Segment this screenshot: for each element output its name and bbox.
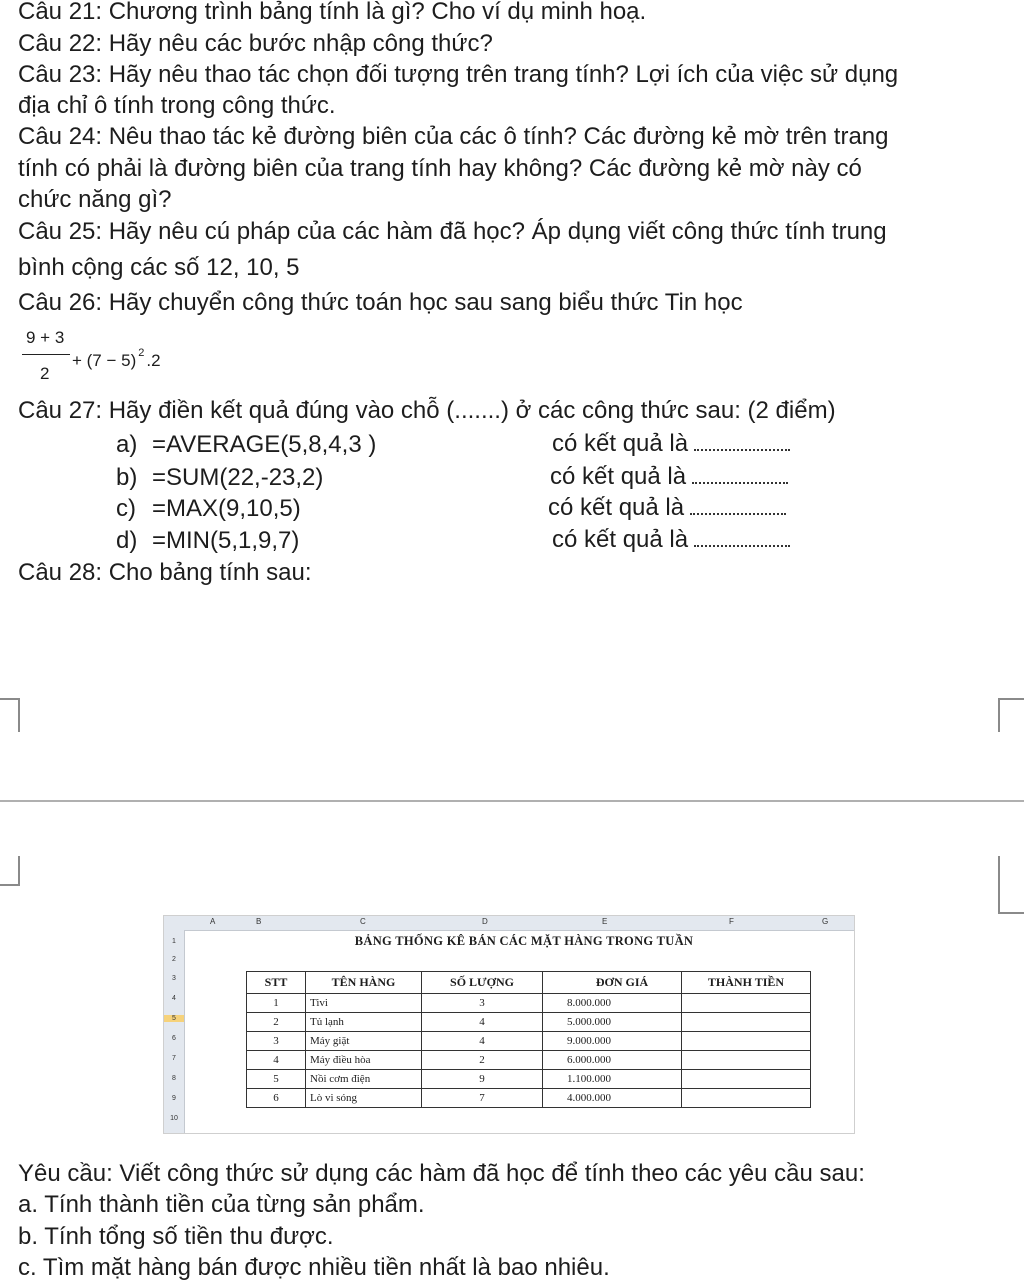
table-row [247, 1051, 811, 1070]
cell-thanh-tien [682, 1013, 811, 1032]
cell-thanh-tien [682, 1070, 811, 1089]
q27-item-formula: =MIN(5,1,9,7) [152, 527, 300, 554]
q27-item-formula: =MAX(9,10,5) [152, 495, 301, 522]
cell-stt: 6 [247, 1089, 306, 1108]
header-thanh-tien: THÀNH TIỀN [682, 972, 811, 994]
question-24-line-1: Câu 24: Nêu thao tác kẻ đường biên của các ô tính? Các đường kẻ mờ trên trang [18, 123, 889, 150]
q27-result-c [548, 494, 786, 522]
q27-item-formula: =SUM(22,-23,2) [152, 464, 324, 491]
table-row [247, 1013, 811, 1032]
column-header: C [360, 917, 366, 926]
question-23-line-1: Câu 23: Hãy nêu thao tác chọn đối tượng trên trang tính? Lợi ích của việc sử dụng [18, 61, 899, 88]
formula-tail: .2 [146, 351, 161, 370]
cell-thanh-tien [682, 1051, 811, 1070]
row-number: 4 [172, 995, 176, 1002]
cell-ten-hang: Nồi cơm điện [306, 1070, 422, 1089]
q27-item-label: a) [116, 431, 138, 458]
cell-thanh-tien [682, 1089, 811, 1108]
column-header: F [729, 917, 734, 926]
cell-stt: 1 [247, 994, 306, 1013]
fraction-bar [22, 354, 70, 355]
column-header: A [210, 917, 216, 926]
cell-ten-hang: Tivi [306, 994, 422, 1013]
cell-thanh-tien [682, 1032, 811, 1051]
requirement-b: b. Tính tổng số tiền thu được. [18, 1223, 334, 1250]
page-separator [0, 800, 1024, 802]
header-so-luong: SỐ LƯỢNG [422, 972, 543, 994]
cell-so-luong: 3 [422, 994, 543, 1013]
question-25-line-1: Câu 25: Hãy nêu cú pháp của các hàm đã học? Áp dụng viết công thức tính trung [18, 218, 887, 245]
page-corner-top-right [998, 698, 1024, 732]
cell-ten-hang: Máy giặt [306, 1032, 422, 1051]
cell-so-luong: 7 [422, 1089, 543, 1108]
cell-so-luong: 2 [422, 1051, 543, 1070]
column-header: E [602, 917, 608, 926]
formula-denominator: 2 [40, 364, 50, 383]
question-28: Câu 28: Cho bảng tính sau: [18, 559, 312, 586]
q27-item-formula: =AVERAGE(5,8,4,3 ) [152, 431, 377, 458]
cell-ten-hang: Máy điều hòa [306, 1051, 422, 1070]
table-header-row [247, 972, 811, 994]
row-number: 9 [172, 1095, 176, 1102]
question-25-line-2: bình cộng các số 12, 10, 5 [18, 254, 300, 281]
cell-don-gia: 6.000.000 [543, 1051, 682, 1070]
cell-don-gia: 1.100.000 [543, 1070, 682, 1089]
sales-table [246, 971, 811, 1108]
cell-so-luong: 9 [422, 1070, 543, 1089]
q27-result-text: có kết quả là [550, 463, 687, 490]
spreadsheet-screenshot [163, 915, 855, 1134]
question-22: Câu 22: Hãy nêu các bước nhập công thức? [18, 30, 493, 57]
row-number: 10 [170, 1115, 178, 1122]
cell-ten-hang: Tủ lạnh [306, 1013, 422, 1032]
q27-result-b [550, 463, 788, 491]
table-row [247, 1089, 811, 1108]
page-corner-top-left [0, 698, 20, 732]
answer-blank[interactable] [694, 527, 790, 547]
cell-stt: 2 [247, 1013, 306, 1032]
q27-item-label: c) [116, 495, 136, 522]
requirements-intro: Yêu cầu: Viết công thức sử dụng các hàm đã học để tính theo các yêu cầu sau: [18, 1160, 865, 1187]
formula-exponent: 2 [138, 347, 145, 359]
table-row [247, 994, 811, 1013]
q27-item-label: d) [116, 527, 138, 554]
row-number: 7 [172, 1055, 176, 1062]
question-26: Câu 26: Hãy chuyển công thức toán học sau sang biểu thức Tin học [18, 289, 743, 316]
header-don-gia: ĐƠN GIÁ [543, 972, 682, 994]
answer-blank[interactable] [690, 495, 786, 515]
formula-power-base: + (7 − 5) [72, 351, 137, 370]
q27-result-text: có kết quả là [552, 526, 689, 553]
answer-blank[interactable] [694, 431, 790, 451]
row-number: 1 [172, 938, 176, 945]
question-21: Câu 21: Chương trình bảng tính là gì? Cho ví dụ minh hoạ. [18, 0, 647, 25]
cell-ten-hang: Lò vi sóng [306, 1089, 422, 1108]
cell-stt: 4 [247, 1051, 306, 1070]
header-ten-hang: TÊN HÀNG [306, 972, 422, 994]
cell-don-gia: 5.000.000 [543, 1013, 682, 1032]
cell-stt: 5 [247, 1070, 306, 1089]
table-row [247, 1032, 811, 1051]
requirement-a: a. Tính thành tiền của từng sản phẩm. [18, 1191, 425, 1218]
q27-result-text: có kết quả là [552, 430, 689, 457]
cell-don-gia: 9.000.000 [543, 1032, 682, 1051]
table-row [247, 1070, 811, 1089]
answer-blank[interactable] [692, 464, 788, 484]
row-number: 2 [172, 956, 176, 963]
column-header-bar [164, 916, 854, 931]
row-header-bar [164, 930, 185, 1133]
cell-so-luong: 4 [422, 1013, 543, 1032]
page-corner-bottom-left [0, 856, 20, 886]
header-stt: STT [247, 972, 306, 994]
cell-so-luong: 4 [422, 1032, 543, 1051]
cell-thanh-tien [682, 994, 811, 1013]
q27-result-d [552, 526, 790, 554]
formula-numerator: 9 + 3 [26, 328, 65, 347]
row-number-selected: 5 [164, 1015, 184, 1022]
row-number: 3 [172, 975, 176, 982]
requirement-c: c. Tìm mặt hàng bán được nhiều tiền nhất là bao nhiêu. [18, 1254, 610, 1281]
question-24-line-2: tính có phải là đường biên của trang tính hay không? Các đường kẻ mờ này có [18, 155, 862, 182]
formula-rest [72, 347, 161, 371]
q27-result-text: có kết quả là [548, 494, 685, 521]
question-24-line-3: chức năng gì? [18, 186, 172, 213]
question-27: Câu 27: Hãy điền kết quả đúng vào chỗ (.......) ở các công thức sau: (2 điểm) [18, 397, 836, 424]
q27-item-label: b) [116, 464, 138, 491]
column-header: D [482, 917, 488, 926]
cell-stt: 3 [247, 1032, 306, 1051]
page-corner-bottom-right [998, 856, 1024, 914]
cell-don-gia: 8.000.000 [543, 994, 682, 1013]
q27-result-a [552, 430, 790, 458]
column-header: B [256, 917, 262, 926]
column-header: G [822, 917, 829, 926]
sheet-title: BẢNG THỐNG KÊ BÁN CÁC MẶT HÀNG TRONG TUẦN [354, 934, 694, 948]
question-23-line-2: địa chỉ ô tính trong công thức. [18, 92, 336, 119]
row-number: 8 [172, 1075, 176, 1082]
row-number: 6 [172, 1035, 176, 1042]
cell-don-gia: 4.000.000 [543, 1089, 682, 1108]
